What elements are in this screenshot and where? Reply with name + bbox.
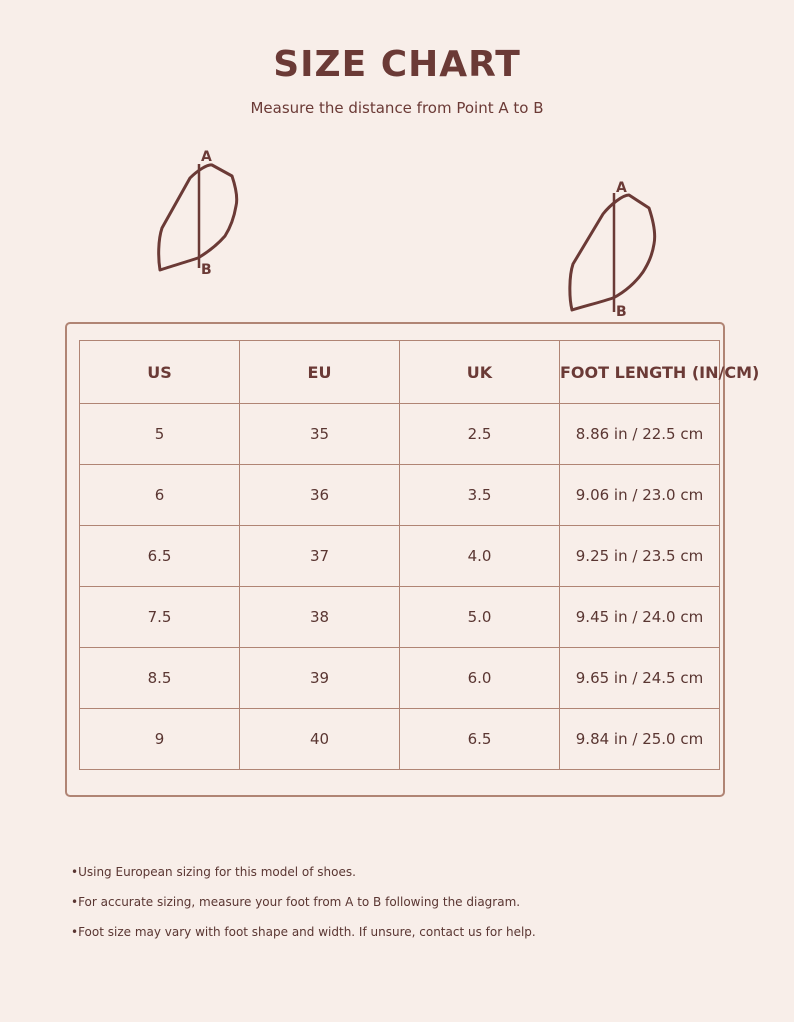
cell-us: 7.5 bbox=[80, 587, 240, 648]
cell-eu: 37 bbox=[240, 526, 400, 587]
cell-us: 5 bbox=[80, 404, 240, 465]
note-item: • Using European sizing for this model of shoes. bbox=[71, 863, 536, 893]
cell-eu: 36 bbox=[240, 465, 400, 526]
cell-uk: 6.5 bbox=[400, 709, 560, 770]
size-table bbox=[79, 340, 760, 770]
table-row bbox=[80, 526, 720, 587]
column-header-foot-length: FOOT LENGTH (IN/CM) bbox=[560, 341, 720, 404]
cell-us: 8.5 bbox=[80, 648, 240, 709]
point-a-label: A bbox=[616, 180, 627, 196]
table-row bbox=[80, 648, 720, 709]
cell-eu: 38 bbox=[240, 587, 400, 648]
foot-outline bbox=[159, 165, 237, 270]
note-item: • Foot size may vary with foot shape and width. If unsure, contact us for help. bbox=[71, 923, 536, 953]
cell-eu: 40 bbox=[240, 709, 400, 770]
table-row bbox=[80, 465, 720, 526]
cell-us: 6.5 bbox=[80, 526, 240, 587]
table-row bbox=[80, 587, 720, 648]
point-b-label: B bbox=[201, 262, 212, 278]
table-row bbox=[80, 709, 720, 770]
cell-foot-length: 9.45 in / 24.0 cm bbox=[560, 587, 720, 648]
cell-eu: 35 bbox=[240, 404, 400, 465]
note-item: • For accurate sizing, measure your foot from A to B following the diagram. bbox=[71, 893, 536, 923]
cell-eu: 39 bbox=[240, 648, 400, 709]
cell-foot-length: 9.06 in / 23.0 cm bbox=[560, 465, 720, 526]
cell-us: 6 bbox=[80, 465, 240, 526]
foot-diagram-left bbox=[150, 148, 250, 278]
page-subtitle: Measure the distance from Point A to B bbox=[250, 99, 544, 117]
column-header-eu: EU bbox=[240, 341, 400, 404]
cell-foot-length: 8.86 in / 22.5 cm bbox=[560, 404, 720, 465]
point-b-label: B bbox=[616, 304, 627, 320]
cell-foot-length: 9.84 in / 25.0 cm bbox=[560, 709, 720, 770]
cell-foot-length: 9.25 in / 23.5 cm bbox=[560, 526, 720, 587]
cell-uk: 5.0 bbox=[400, 587, 560, 648]
sizing-notes bbox=[71, 863, 536, 953]
table-row bbox=[80, 404, 720, 465]
column-header-uk: UK bbox=[400, 341, 560, 404]
cell-foot-length: 9.65 in / 24.5 cm bbox=[560, 648, 720, 709]
page-title: SIZE CHART bbox=[273, 44, 521, 85]
cell-uk: 2.5 bbox=[400, 404, 560, 465]
table-header-row bbox=[80, 341, 720, 404]
column-header-us: US bbox=[80, 341, 240, 404]
foot-diagram-right bbox=[561, 178, 661, 318]
cell-us: 9 bbox=[80, 709, 240, 770]
foot-outline bbox=[570, 195, 655, 310]
cell-uk: 4.0 bbox=[400, 526, 560, 587]
cell-uk: 6.0 bbox=[400, 648, 560, 709]
point-a-label: A bbox=[201, 149, 212, 165]
cell-uk: 3.5 bbox=[400, 465, 560, 526]
